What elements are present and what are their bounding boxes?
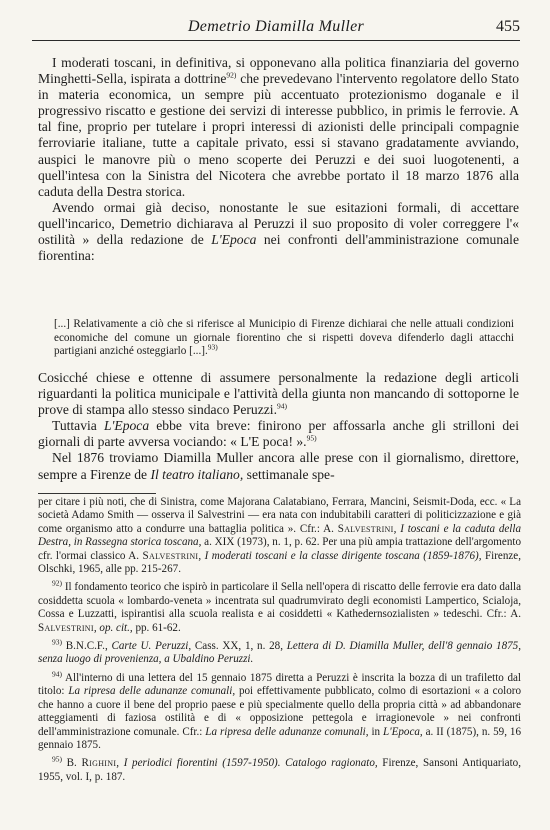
fn94-text-a: All'interno di una lettera del 15 gennaio 1875 diretta a Peruzzi è inscrita la bozza di un trafiletto dal titolo: — [38, 671, 521, 698]
paragraph-2-text-a: Avendo ormai già deciso, nonostante le sue esitazioni formali, di accettare quell'incarico, Demetrio dichiarava al Peruzzi il suo proposito di voler correggere l'« ostilità » della redazione de — [38, 199, 519, 248]
page-number: 455 — [496, 18, 520, 35]
fn-cont-text-c: Firenze, Olschki, 1965, alle pp. 215-267. — [38, 549, 521, 576]
footnote-93 — [38, 637, 521, 667]
footnote-93-number: 93) — [52, 637, 62, 647]
fn94-italic: La ripresa delle adunanze comunali, — [68, 685, 236, 698]
footnote-ref-93: 93) — [207, 342, 218, 352]
fn92-text-b: pp. 61-62. — [132, 621, 181, 634]
fn94-text-d: a. II (1875), n. 59, 16 gennaio 1875. — [38, 725, 522, 751]
block-quote — [54, 318, 514, 359]
fn-cont-text-a: per citare i più noti, che di Sinistra, come Majorana Calatabiano, Ferrara, Mancini, Seismit-Doda, ecc. « La società Adamo Smith — osserva il Salvestrini — era nata con indubitabili caratteri di politicizzazione e già come organismo atto a condurre una battaglia politica ». Cfr.: A. — [38, 496, 521, 535]
paragraph-5 — [38, 450, 519, 482]
footnote-ref-92: 92) — [226, 70, 237, 80]
fn93-text-b: Cass. XX, 1, n. 28, — [191, 640, 287, 653]
page-header — [32, 10, 520, 41]
footnote-ref-94: 94) — [276, 401, 287, 411]
paragraph-1 — [38, 55, 519, 200]
fn94-italic-3: L'Epoca, — [383, 725, 423, 738]
fn95-text-a: B. — [62, 757, 82, 770]
running-title: Demetrio Diamilla Muller — [187, 18, 365, 35]
footnote-94-number: 94) — [52, 669, 62, 679]
quote-text: [...] Relativamente a ciò che si riferisce al Municipio di Firenze dichiarai che nelle attuali condizioni economiche del comune un giornale fiorentino che si rispetti doveva difenderlo dagli attacchi partigiani anziché osteggiarlo [...]. — [54, 318, 514, 358]
fn-cont-author: Salvestrini — [337, 522, 394, 535]
fn92-italic: , op. cit., — [93, 621, 133, 634]
footnote-92-number: 92) — [52, 578, 62, 588]
paragraph-4 — [38, 418, 519, 450]
paragraph-3 — [38, 370, 519, 418]
paragraph-3-text: Cosicché chiese e ottenne di assumere personalmente la redazione degli articoli riguardanti la politica municipale e l'attività della giunta non mancando di sottoporne le prove di stampa allo stesso sindaco Peruzzi. — [38, 370, 519, 418]
paragraph-1-text-b: che prevedevano l'intervento regolatore dello Stato in materia economica, un sempre più accentuato protezionismo doganale e il progressivo riscatto e gestione dei servizi di interesse pubblico, in primis le ferrovie. A tal fine, proprio per tutelare i propri interessi di azionisti delle principali compagnie ferroviarie italiane, tutte a capitale privato, essi si stavano gradatamente avviando, auspici le manovre più o meno scoperte dei Peruzzi e dei suoi luogotenenti, a quell'intesa con la Sinistra del Nicotera che avrebbe portato il 18 marzo 1876 alla caduta della Destra storica. — [38, 71, 520, 199]
paragraph-5-text-b: settimanale spe- — [243, 466, 335, 482]
fn94-text-b: poi effettivamente pubblicato, colmo di esortazioni « a coloro che hanno a cuore il bene del proprio paese e più specialmente quello della propria città » ad abbandonare atteggiamenti di faziosa ostilità e di « opposizione pettegola e irragionevole » nei confronti dell'amministrazione comunale. Cfr.: — [38, 685, 521, 738]
fn93-text-a: B.N.C.F., — [62, 640, 112, 653]
paragraph-2-text-b: nei confronti dell'amministrazione comunale fiorentina: — [38, 232, 519, 264]
paragraph-4-text-b: ebbe vita breve: finirono per affossarla anche gli strilloni dei giornali di parte avversa vociando: « L'E poca! ». — [38, 418, 519, 450]
main-text-block-1 — [38, 55, 519, 264]
paragraph-4-text-a: Tuttavia — [52, 418, 104, 434]
fn95-italic: , I periodici fiorentini (1597-1950). Catalogo ragionato, — [116, 757, 378, 770]
paragraph-4-italic: L'Epoca — [103, 418, 150, 434]
fn95-text-b: Firenze, Sansoni Antiquariato, 1955, vol. I, p. 187. — [38, 757, 521, 783]
footnote-95 — [38, 754, 521, 784]
paragraph-2 — [38, 200, 519, 264]
fn94-italic-2: La ripresa delle adunanze comunali, — [205, 725, 369, 738]
paragraph-2-italic: L'Epoca — [211, 232, 257, 248]
paragraph-5-text-a: Nel 1876 troviamo Diamilla Muller ancora alle prese con il giornalismo, direttore, sempre a Firenze de — [38, 450, 519, 482]
footnote-continued — [38, 496, 521, 576]
fn92-text-a: Il fondamento teorico che ispirò in particolare il Sella nell'opera di riscatto delle ferrovie era dato dalla cosiddetta scuola « lombardo-veneta » incentrata sul quadrumvirato degli economisti Lampertico, Scialoja, Cossa e Luzzatti, ispirantisi alla scuola realista e ai cosiddetti « Kathedernsozialisten » tedeschi. Cfr.: A. — [38, 581, 521, 621]
fn-cont-author-2: Salvestrini — [142, 549, 199, 562]
footnote-ref-95: 95) — [306, 433, 317, 443]
footnote-rule — [38, 493, 156, 494]
fn95-author: Righini — [81, 757, 117, 770]
paragraph-1-text-a: I moderati toscani, in definitiva, si opponevano alla politica finanziaria del governo Minghetti-Sella, ispirata a dottrine — [38, 55, 519, 87]
fn-cont-text-b: a. XIX (1973), n. 1, p. 62. Per una più ampia trattazione dell'argomento cfr. l'ormai classico A. — [38, 536, 522, 562]
fn93-italic: Carte U. Peruzzi, — [111, 640, 192, 653]
fn94-text-c: in — [368, 725, 384, 738]
main-text-block-2 — [38, 370, 519, 483]
footnote-94 — [38, 669, 522, 752]
footnote-95-number: 95) — [52, 754, 62, 764]
footnotes-section — [38, 496, 521, 789]
fn93-italic-2: Lettera di D. Diamilla Muller, dell'8 gennaio 1875, senza luogo di provenienza, a Ubaldino Peruzzi. — [38, 640, 521, 666]
fn-cont-title: , I toscani e la caduta della Destra, in Rassegna storica toscana, — [38, 522, 521, 549]
footnote-92 — [38, 578, 521, 635]
fn92-author: Salvestrini — [38, 621, 94, 634]
paragraph-5-italic: Il teatro italiano, — [150, 466, 244, 482]
fn-cont-title-2: , I moderati toscani e la classe dirigente toscana (1859-1876), — [198, 549, 482, 562]
